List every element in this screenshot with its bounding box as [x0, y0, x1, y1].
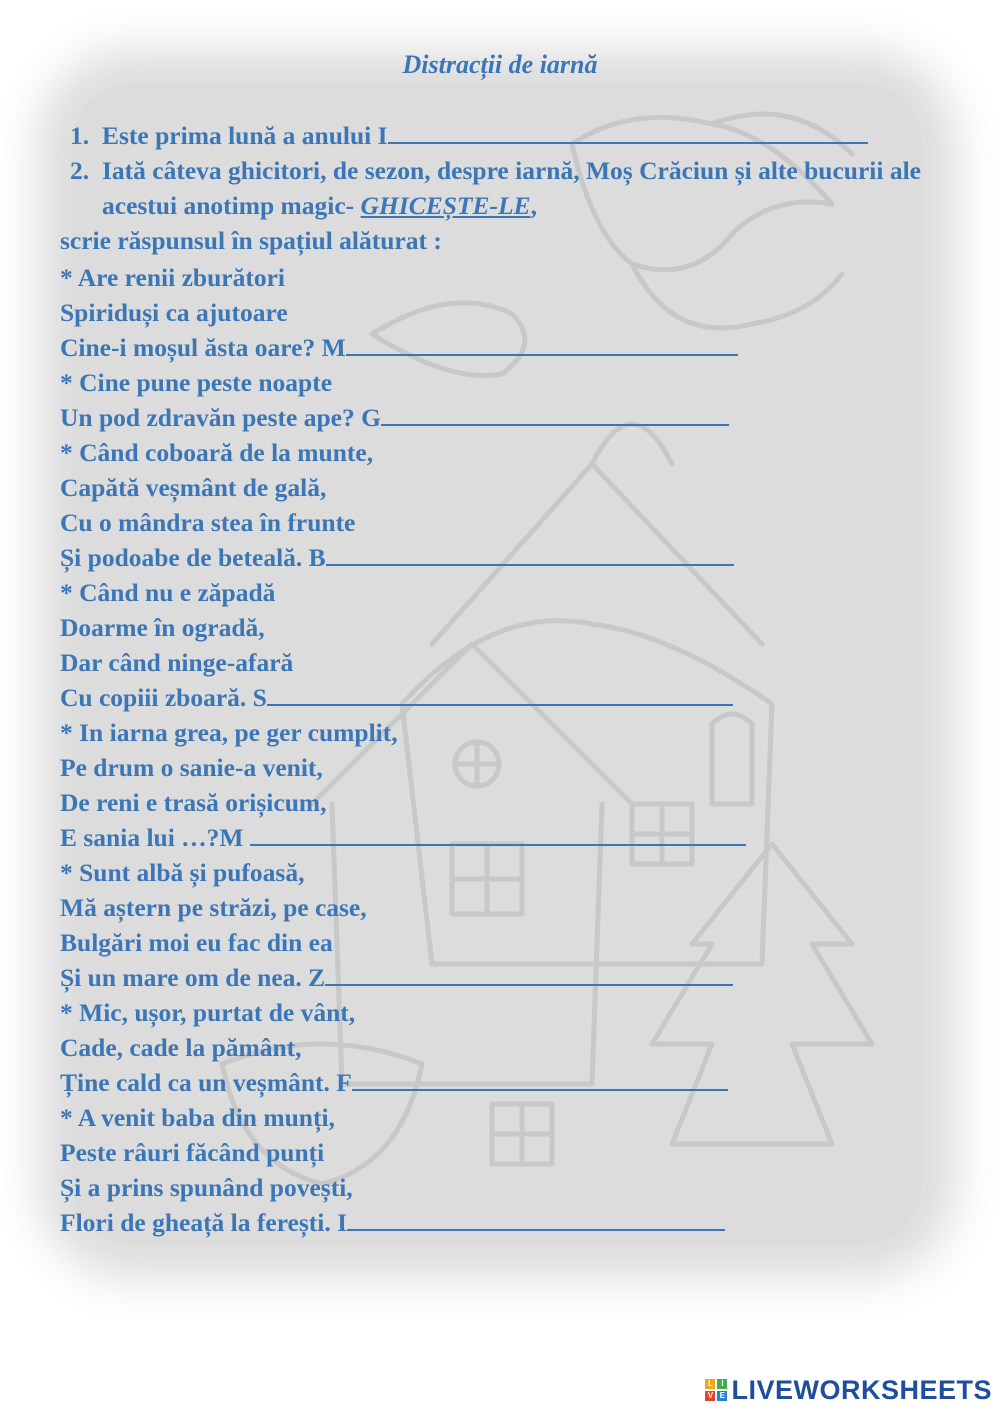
- answer-blank[interactable]: [381, 400, 729, 426]
- instruction: scrie răspunsul în spațiul alăturat :: [60, 226, 442, 255]
- riddle-line: Și a prins spunând povești,: [60, 1173, 353, 1202]
- logo-mark-v: V: [705, 1391, 715, 1401]
- riddle-answer-text: Și podoabe de beteală. B: [60, 543, 326, 572]
- question-text: Este prima lună a anului I: [102, 121, 388, 150]
- riddle-line: * Când coboară de la munte,: [60, 438, 374, 467]
- riddle-answer-text: Cine-i moșul ăsta oare? M: [60, 333, 346, 362]
- answer-blank[interactable]: [352, 1065, 728, 1091]
- answer-blank[interactable]: [325, 960, 733, 986]
- riddle-answer-text: Un pod zdravăn peste ape? G: [60, 403, 381, 432]
- logo-mark-l: L: [705, 1379, 715, 1389]
- worksheet-content: [60, 118, 940, 1240]
- riddle-line: Pe drum o sanie-a venit,: [60, 753, 323, 782]
- riddle-line: Peste râuri făcând punți: [60, 1138, 325, 1167]
- question-text-end: ,: [530, 191, 537, 220]
- riddle-line: * Când nu e zăpadă: [60, 578, 276, 607]
- answer-blank[interactable]: [250, 820, 746, 846]
- riddle-line: * A venit baba din munți,: [60, 1103, 335, 1132]
- question-number: 2.: [70, 156, 90, 185]
- page-title: Distracții de iarnă: [402, 50, 598, 79]
- riddle-answer-text: Și un mare om de nea. Z: [60, 963, 326, 992]
- riddle-line: De reni e trasă orișicum,: [60, 788, 327, 817]
- answer-blank[interactable]: [388, 118, 868, 144]
- liveworksheets-logo: [705, 1373, 992, 1407]
- riddle-line: * Are renii zburători: [60, 263, 285, 292]
- riddle-line: Doarme în ogradă,: [60, 613, 265, 642]
- answer-blank[interactable]: [347, 1205, 725, 1231]
- answer-blank[interactable]: [326, 540, 734, 566]
- riddle-answer-text: Cu copiii zboară. S: [60, 683, 267, 712]
- logo-mark-i: I: [717, 1379, 727, 1389]
- riddle-line: Dar când ninge-afară: [60, 648, 294, 677]
- question-1: [60, 118, 940, 153]
- riddle-answer-line: [60, 960, 940, 995]
- emphasis-text: GHICEȘTE-LE: [360, 191, 531, 220]
- logo-text: LIVEWORKSHEETS: [731, 1374, 992, 1405]
- riddle-answer-text: E sania lui …?M: [60, 823, 250, 852]
- question-text: Iată câteva ghicitori, de sezon, despre iarnă, Moș Crăciun și alte bucurii ale acestui anotimp magic-: [102, 156, 921, 220]
- riddle-line: Cu o mândra stea în frunte: [60, 508, 356, 537]
- answer-blank[interactable]: [267, 680, 733, 706]
- riddle-answer-line: [60, 330, 940, 365]
- riddle-line: Cade, cade la pământ,: [60, 1033, 302, 1062]
- question-2: [60, 153, 940, 223]
- riddle-answer-line: [60, 1065, 940, 1100]
- riddle-line: * In iarna grea, pe ger cumplit,: [60, 718, 398, 747]
- logo-mark-e: E: [717, 1391, 727, 1401]
- riddle-line: Capătă veșmânt de gală,: [60, 473, 327, 502]
- riddle-line: * Mic, ușor, purtat de vânt,: [60, 998, 356, 1027]
- riddle-answer-line: [60, 540, 940, 575]
- riddle-answer-text: Flori de gheață la ferești. I: [60, 1208, 348, 1237]
- riddle-answer-line: [60, 1205, 940, 1240]
- question-number: 1.: [70, 121, 90, 150]
- logo-mark-icon: [705, 1379, 727, 1401]
- answer-blank[interactable]: [346, 330, 738, 356]
- riddle-line: * Sunt albă și pufoasă,: [60, 858, 305, 887]
- riddle-line: Bulgări moi eu fac din ea: [60, 928, 333, 957]
- riddle-line: Mă aștern pe străzi, pe case,: [60, 893, 367, 922]
- riddle-line: * Cine pune peste noapte: [60, 368, 333, 397]
- riddle-answer-line: [60, 680, 940, 715]
- riddle-answer-line: [60, 820, 940, 855]
- riddle-line: Spiriduși ca ajutoare: [60, 298, 288, 327]
- riddle-answer-text: Ține cald ca un veșmânt. F: [60, 1068, 352, 1097]
- riddle-answer-line: [60, 400, 940, 435]
